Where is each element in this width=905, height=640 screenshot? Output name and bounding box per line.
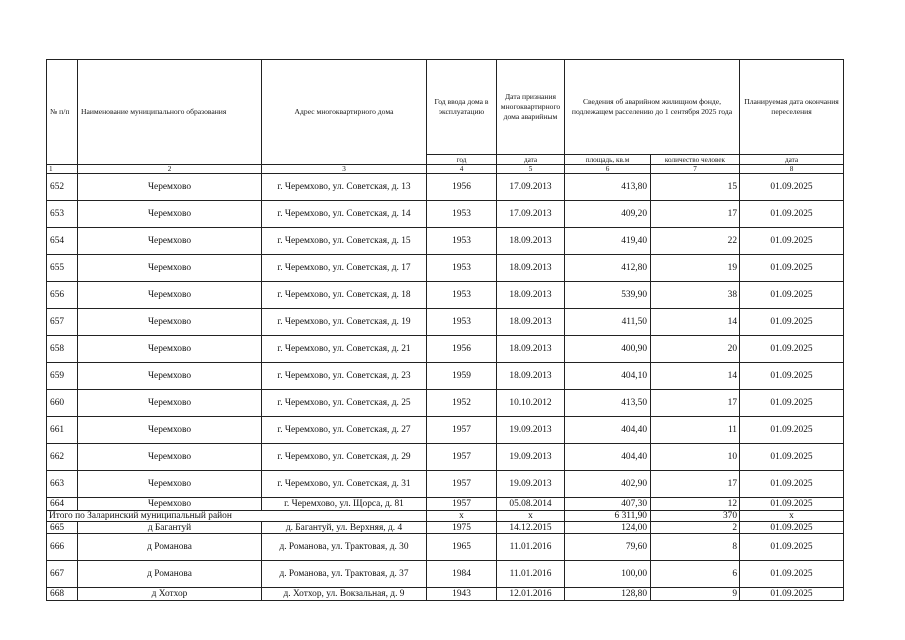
row-municipality: Черемхово [78, 471, 262, 498]
row-area: 411,50 [565, 309, 651, 336]
row-planned-date: 01.09.2025 [740, 201, 844, 228]
row-people: 20 [651, 336, 740, 363]
row-area: 404,10 [565, 363, 651, 390]
table-row [47, 498, 844, 511]
row-recognition-date: 19.09.2013 [497, 471, 565, 498]
total-end: x [740, 511, 844, 522]
row-year: 1975 [427, 522, 497, 534]
row-area: 124,00 [565, 522, 651, 534]
row-address: г. Черемхово, ул. Советская, д. 23 [262, 363, 427, 390]
table-row [47, 444, 844, 471]
row-number: 658 [47, 336, 78, 363]
row-address: д. Романова, ул. Трактовая, д. 30 [262, 534, 427, 561]
row-address: г. Черемхово, ул. Советская, д. 29 [262, 444, 427, 471]
row-area: 413,80 [565, 174, 651, 201]
row-number: 655 [47, 255, 78, 282]
row-number: 657 [47, 309, 78, 336]
row-address: г. Черемхово, ул. Советская, д. 13 [262, 174, 427, 201]
row-recognition-date: 18.09.2013 [497, 255, 565, 282]
column-number: 3 [262, 165, 427, 174]
row-year: 1957 [427, 471, 497, 498]
row-recognition-date: 19.09.2013 [497, 444, 565, 471]
housing-table-document [46, 59, 843, 601]
row-planned-date: 01.09.2025 [740, 417, 844, 444]
row-recognition-date: 14.12.2015 [497, 522, 565, 534]
row-address: г. Черемхово, ул. Советская, д. 27 [262, 417, 427, 444]
row-people: 17 [651, 201, 740, 228]
row-people: 19 [651, 255, 740, 282]
row-recognition-date: 10.10.2012 [497, 390, 565, 417]
row-municipality: д Романова [78, 561, 262, 588]
row-number: 660 [47, 390, 78, 417]
row-address: д. Хотхор, ул. Вокзальная, д. 9 [262, 588, 427, 601]
header-year: Год ввода дома в эксплуатацию [427, 60, 497, 155]
row-planned-date: 01.09.2025 [740, 282, 844, 309]
row-people: 2 [651, 522, 740, 534]
row-planned-date: 01.09.2025 [740, 363, 844, 390]
row-planned-date: 01.09.2025 [740, 444, 844, 471]
table-row [47, 363, 844, 390]
row-recognition-date: 18.09.2013 [497, 309, 565, 336]
row-municipality: Черемхово [78, 309, 262, 336]
row-year: 1953 [427, 228, 497, 255]
row-planned-date: 01.09.2025 [740, 336, 844, 363]
row-municipality: Черемхово [78, 417, 262, 444]
row-address: д. Багантуй, ул. Верхняя, д. 4 [262, 522, 427, 534]
row-area: 402,90 [565, 471, 651, 498]
row-area: 79,60 [565, 534, 651, 561]
row-municipality: Черемхово [78, 255, 262, 282]
row-recognition-date: 05.08.2014 [497, 498, 565, 511]
row-municipality: Черемхово [78, 228, 262, 255]
row-municipality: Черемхово [78, 174, 262, 201]
row-planned-date: 01.09.2025 [740, 309, 844, 336]
row-number: 662 [47, 444, 78, 471]
row-address: г. Черемхово, ул. Советская, д. 19 [262, 309, 427, 336]
row-area: 400,90 [565, 336, 651, 363]
row-people: 14 [651, 363, 740, 390]
row-recognition-date: 11.01.2016 [497, 534, 565, 561]
row-planned-date: 01.09.2025 [740, 588, 844, 601]
row-number: 668 [47, 588, 78, 601]
row-address: г. Черемхово, ул. Щорса, д. 81 [262, 498, 427, 511]
row-planned-date: 01.09.2025 [740, 561, 844, 588]
row-year: 1953 [427, 201, 497, 228]
row-number: 664 [47, 498, 78, 511]
row-municipality: Черемхово [78, 498, 262, 511]
row-people: 10 [651, 444, 740, 471]
row-address: г. Черемхово, ул. Советская, д. 21 [262, 336, 427, 363]
row-planned-date: 01.09.2025 [740, 228, 844, 255]
row-number: 652 [47, 174, 78, 201]
total-date: x [497, 511, 565, 522]
row-area: 409,20 [565, 201, 651, 228]
row-area: 128,80 [565, 588, 651, 601]
row-area: 100,00 [565, 561, 651, 588]
row-number: 667 [47, 561, 78, 588]
header-housing-info: Сведения об аварийном жилищном фонде, подлежащем расселению до 1 сентября 2025 года [565, 60, 740, 155]
row-address: г. Черемхово, ул. Советская, д. 14 [262, 201, 427, 228]
row-recognition-date: 18.09.2013 [497, 336, 565, 363]
row-year: 1953 [427, 309, 497, 336]
column-number: 7 [651, 165, 740, 174]
row-people: 17 [651, 390, 740, 417]
row-municipality: д Хотхор [78, 588, 262, 601]
table-row [47, 471, 844, 498]
row-area: 539,90 [565, 282, 651, 309]
row-address: д. Романова, ул. Трактовая, д. 37 [262, 561, 427, 588]
table-row [47, 282, 844, 309]
subheader-year: год [427, 155, 497, 165]
row-area: 413,50 [565, 390, 651, 417]
table-row [47, 522, 844, 534]
column-number: 2 [78, 165, 262, 174]
row-municipality: д Романова [78, 534, 262, 561]
table-row [47, 534, 844, 561]
row-recognition-date: 19.09.2013 [497, 417, 565, 444]
row-recognition-date: 18.09.2013 [497, 282, 565, 309]
column-number: 1 [47, 165, 78, 174]
row-area: 404,40 [565, 444, 651, 471]
row-recognition-date: 17.09.2013 [497, 174, 565, 201]
total-label: Итого по Заларинский муниципальный район [47, 511, 262, 522]
row-address: г. Черемхово, ул. Советская, д. 25 [262, 390, 427, 417]
row-number: 653 [47, 201, 78, 228]
row-address: г. Черемхово, ул. Советская, д. 18 [262, 282, 427, 309]
row-municipality: Черемхово [78, 201, 262, 228]
row-planned-date: 01.09.2025 [740, 522, 844, 534]
row-recognition-date: 17.09.2013 [497, 201, 565, 228]
table-row [47, 255, 844, 282]
table-row [47, 201, 844, 228]
table-row [47, 417, 844, 444]
row-area: 412,80 [565, 255, 651, 282]
row-people: 15 [651, 174, 740, 201]
table-body [47, 174, 844, 601]
total-blank-cell [262, 511, 427, 522]
header-municipality: Наименование муниципального образования [78, 60, 262, 165]
column-number: 5 [497, 165, 565, 174]
row-recognition-date: 18.09.2013 [497, 363, 565, 390]
row-municipality: Черемхово [78, 363, 262, 390]
row-address: г. Черемхово, ул. Советская, д. 15 [262, 228, 427, 255]
column-number: 4 [427, 165, 497, 174]
row-area: 419,40 [565, 228, 651, 255]
row-people: 17 [651, 471, 740, 498]
row-year: 1956 [427, 336, 497, 363]
row-people: 9 [651, 588, 740, 601]
row-year: 1984 [427, 561, 497, 588]
row-number: 663 [47, 471, 78, 498]
row-year: 1957 [427, 498, 497, 511]
subheader-people: количество человек [651, 155, 740, 165]
table-row [47, 390, 844, 417]
subheader-planned-date: дата [740, 155, 844, 165]
row-people: 11 [651, 417, 740, 444]
row-address: г. Черемхово, ул. Советская, д. 31 [262, 471, 427, 498]
total-row [47, 511, 844, 522]
header-address: Адрес многоквартирного дома [262, 60, 427, 165]
row-year: 1959 [427, 363, 497, 390]
row-people: 8 [651, 534, 740, 561]
header-row [47, 60, 844, 155]
row-year: 1953 [427, 282, 497, 309]
row-address: г. Черемхово, ул. Советская, д. 17 [262, 255, 427, 282]
row-planned-date: 01.09.2025 [740, 174, 844, 201]
row-year: 1953 [427, 255, 497, 282]
column-number: 8 [740, 165, 844, 174]
row-number: 661 [47, 417, 78, 444]
row-area: 407,30 [565, 498, 651, 511]
emergency-housing-table [46, 59, 844, 601]
header-recognition-date: Дата признания многоквартирного дома аварийным [497, 60, 565, 155]
table-row [47, 561, 844, 588]
row-planned-date: 01.09.2025 [740, 534, 844, 561]
table-row [47, 174, 844, 201]
table-row [47, 228, 844, 255]
subheader-recognition-date: дата [497, 155, 565, 165]
row-recognition-date: 18.09.2013 [497, 228, 565, 255]
row-people: 6 [651, 561, 740, 588]
row-number: 659 [47, 363, 78, 390]
row-year: 1952 [427, 390, 497, 417]
header-planned-date: Планируемая дата окончания переселения [740, 60, 844, 155]
row-municipality: Черемхово [78, 282, 262, 309]
row-planned-date: 01.09.2025 [740, 255, 844, 282]
row-people: 38 [651, 282, 740, 309]
row-municipality: д Багантуй [78, 522, 262, 534]
table-row [47, 588, 844, 601]
row-municipality: Черемхово [78, 336, 262, 363]
header-num: № п/п [47, 60, 78, 165]
column-number: 6 [565, 165, 651, 174]
row-year: 1957 [427, 417, 497, 444]
column-number-row [47, 165, 844, 174]
row-year: 1957 [427, 444, 497, 471]
row-number: 665 [47, 522, 78, 534]
row-year: 1956 [427, 174, 497, 201]
row-municipality: Черемхово [78, 444, 262, 471]
row-number: 666 [47, 534, 78, 561]
row-recognition-date: 11.01.2016 [497, 561, 565, 588]
row-planned-date: 01.09.2025 [740, 471, 844, 498]
total-area: 6 311,90 [565, 511, 651, 522]
table-row [47, 309, 844, 336]
row-year: 1965 [427, 534, 497, 561]
table-row [47, 336, 844, 363]
row-people: 22 [651, 228, 740, 255]
row-recognition-date: 12.01.2016 [497, 588, 565, 601]
total-year: x [427, 511, 497, 522]
row-area: 404,40 [565, 417, 651, 444]
row-municipality: Черемхово [78, 390, 262, 417]
row-year: 1943 [427, 588, 497, 601]
total-people: 370 [651, 511, 740, 522]
row-number: 654 [47, 228, 78, 255]
row-number: 656 [47, 282, 78, 309]
row-people: 12 [651, 498, 740, 511]
row-people: 14 [651, 309, 740, 336]
row-planned-date: 01.09.2025 [740, 498, 844, 511]
row-planned-date: 01.09.2025 [740, 390, 844, 417]
subheader-area: площадь, кв.м [565, 155, 651, 165]
